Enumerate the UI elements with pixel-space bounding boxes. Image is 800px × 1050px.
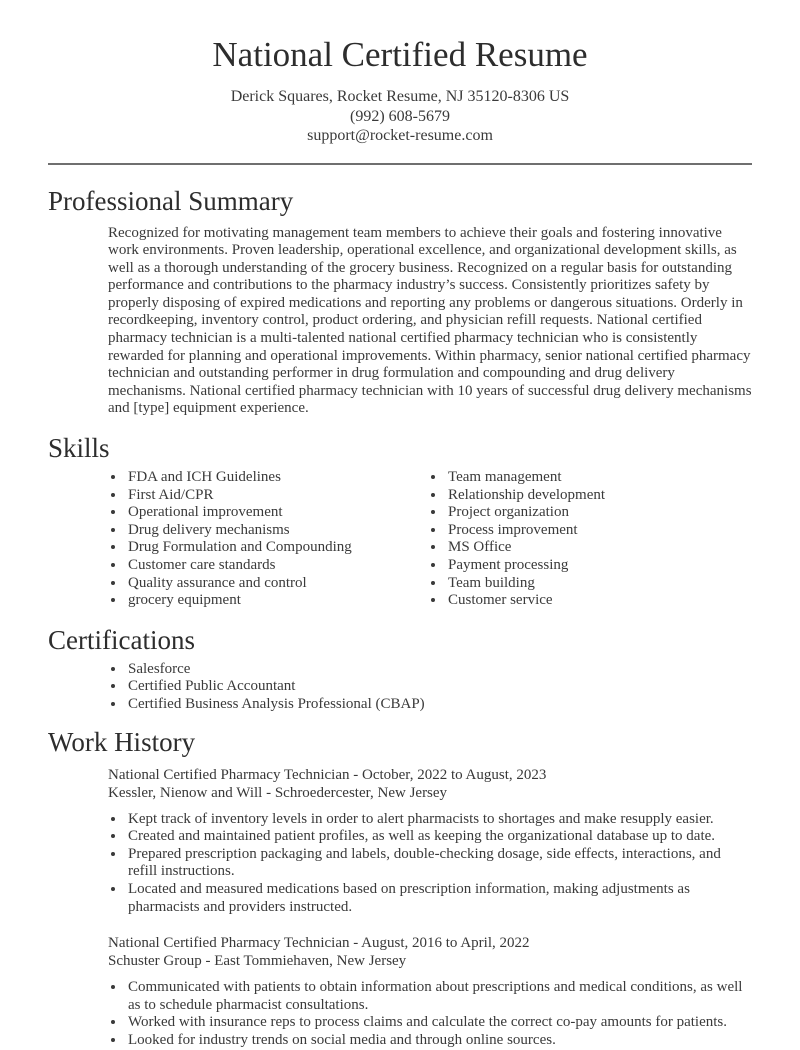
skill-item: • Payment processing	[446, 557, 752, 575]
certification-item: • Certified Business Analysis Professional (CBAP)	[126, 696, 752, 714]
certifications-list	[108, 661, 752, 714]
header-divider	[48, 163, 752, 165]
skills-column-left	[108, 469, 428, 610]
certification-item: • Certified Public Accountant	[126, 678, 752, 696]
skill-item: • Team building	[446, 575, 752, 593]
skill-item: • Drug Formulation and Compounding	[126, 539, 428, 557]
job-bullet: • Communicated with patients to obtain information about prescriptions and medical conditions, as well as to schedule pharmacist consultations.	[126, 979, 752, 1014]
work-history-body	[48, 766, 752, 1050]
work-history-heading: Work History	[48, 726, 196, 757]
section-work-history	[48, 726, 752, 1050]
job-title-line: National Certified Pharmacy Technician - August, 2016 to April, 2022	[108, 935, 530, 952]
resume-title: National Certified Resume	[212, 35, 588, 74]
skill-item: • Relationship development	[446, 487, 752, 505]
certifications-heading: Certifications	[48, 624, 195, 655]
job-company-line: Kessler, Nienow and Will - Schroedercester, New Jersey	[108, 784, 448, 801]
skills-heading: Skills	[48, 433, 110, 464]
skill-item: • Customer service	[446, 592, 752, 610]
job-bullet: • Created and maintained patient profiles, as well as keeping the organizational database up to date.	[126, 828, 752, 846]
skill-item: • Customer care standards	[126, 557, 428, 575]
skill-item: • Operational improvement	[126, 504, 428, 522]
section-skills	[48, 432, 752, 610]
skill-item: • Drug delivery mechanisms	[126, 522, 428, 540]
skill-item: • MS Office	[446, 539, 752, 557]
skills-column-right	[428, 469, 752, 610]
job-company-line: Schuster Group - East Tommiehaven, New Jersey	[108, 953, 407, 970]
job-bullet: • Looked for industry trends on social media and through online sources.	[126, 1032, 752, 1050]
job-bullet: • Located and measured medications based on prescription information, making adjustments as pharmacists and providers instructed.	[126, 881, 752, 916]
job-bullet-list	[108, 979, 752, 1049]
skill-item: • Team management	[446, 469, 752, 487]
job-bullet-list	[108, 811, 752, 917]
job-entry	[108, 934, 752, 1049]
skill-item: • Quality assurance and control	[126, 575, 428, 593]
skill-item: • First Aid/CPR	[126, 487, 428, 505]
contact-email: support@rocket-resume.com	[307, 127, 493, 144]
job-bullet: • Kept track of inventory levels in order to alert pharmacists to shortages and make resupply easier.	[126, 811, 752, 829]
job-bullet: • Prepared prescription packaging and labels, double-checking dosage, side effects, interactions, and refill instructions.	[126, 846, 752, 881]
contact-address: Derick Squares, Rocket Resume, NJ 35120-8306 US	[230, 88, 570, 105]
professional-summary-text: Recognized for motivating management team members to achieve their goals and fostering innovative work environments. Proven leadership, operational excellence, and organizational development skills, as well as a thorough understanding of the grocery business. Recognized on a regular basis for outstanding performance and contributions to the pharmacy industry’s success. Consistently prioritizes safety by properly disposing of expired medications and reporting any problems or dangerous situations. Orderly in recordkeeping, inventory control, product ordering, and physician refill requests. National certified pharmacy technician is a multi-talented national certified pharmacy technician who is consistently rewarded for planning and operational improvements. Within pharmacy, senior national certified pharmacy technician and outstanding performer in drug formulation and compounding and drug delivery mechanisms. National certified pharmacy technician with 10 years of successful drug delivery mechanisms and [type] equipment experience.	[108, 224, 752, 417]
job-title-line: National Certified Pharmacy Technician - October, 2022 to August, 2023	[108, 766, 547, 783]
skill-item: • Process improvement	[446, 522, 752, 540]
skills-columns	[48, 469, 752, 610]
contact-phone: (992) 608-5679	[350, 107, 450, 125]
skill-item: • FDA and ICH Guidelines	[126, 469, 428, 487]
professional-summary-heading: Professional Summary	[48, 185, 294, 216]
skill-item: • Project organization	[446, 504, 752, 522]
contact-block	[48, 87, 752, 146]
section-certifications	[48, 624, 752, 714]
certifications-body	[48, 661, 752, 714]
job-entry	[108, 766, 752, 917]
job-bullet: • Worked with insurance reps to process claims and calculate the correct co-pay amounts for patients.	[126, 1014, 752, 1032]
certification-item: • Salesforce	[126, 661, 752, 679]
skill-item: • grocery equipment	[126, 592, 428, 610]
section-professional-summary	[48, 185, 752, 419]
